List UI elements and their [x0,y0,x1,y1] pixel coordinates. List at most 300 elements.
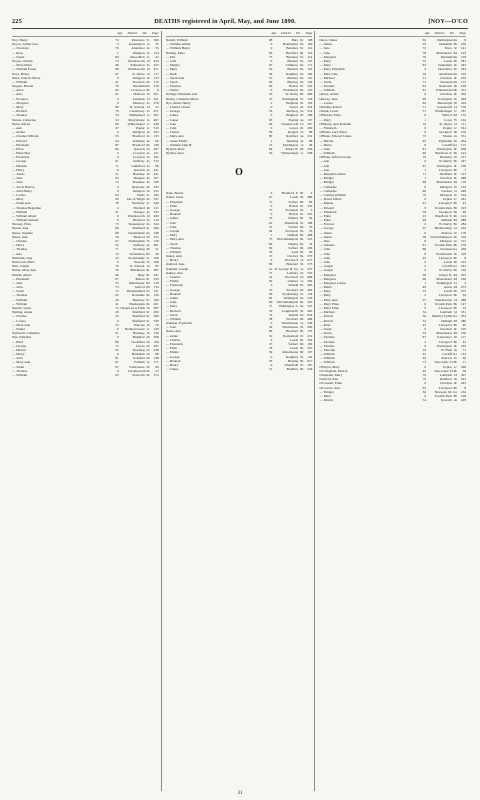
entry-district: Plymouth [438,138,453,143]
entry-name: — Ann [319,167,330,172]
entry-age: 0 [116,368,119,373]
entry-district: Canterbury [129,109,145,114]
entry-name: — James [165,216,179,221]
entry-volume: 2c [146,255,150,260]
entry-name: Nunns, Ann [12,226,29,231]
entry-volume: 4a [300,134,304,139]
entry-name: Oatley, Arthur [319,92,339,97]
entry-name: — Bridget [319,389,334,394]
entry-page: 307 [460,373,467,377]
page-number: 225 [12,17,22,25]
entry-age: 67 [115,239,119,243]
entry-age: 20 [115,297,119,302]
entry-district: St. George H. Sq. [274,266,299,271]
entry-volume: 1c [300,151,304,156]
entry-age: 50 [422,314,427,319]
entry-district: Eastbourne [129,364,145,369]
entry-age: 63 [115,176,119,181]
entry-page: 193 [460,205,467,210]
entry-age: 55 [422,58,427,63]
entry-district: Leeds [443,259,453,264]
entry-name: — John [319,146,330,151]
entry-age: 47 [268,96,273,101]
entry-page: 441 [153,172,159,176]
entry-page: 425 [460,381,467,386]
entry-volume: 1a [300,266,304,271]
entry-page: 378 [153,100,159,105]
entry-district: Stockport [438,130,453,135]
entry-volume: 6b [299,241,304,246]
entry-name: — Ann [12,92,22,97]
entry-volume: 9c [453,63,458,68]
entry-age: 0 [270,283,273,288]
entry-age: 35 [115,280,119,285]
entry-district: Westbourne [282,325,299,330]
entry-name: — John [12,285,23,290]
entry-age: 32 [115,243,119,248]
entry-district: Ipswich [133,167,145,172]
entry-district: Stourbridge [282,291,299,296]
entry-district: Toxteth Park [434,205,453,210]
entry-district: Newcastle T. [434,360,453,365]
entry-volume: 8b [299,92,304,97]
entry-volume: 6a [300,270,304,275]
entry-volume: 8e [300,58,304,63]
entry-volume: 6a [300,304,304,309]
entry-page: 576 [460,105,467,109]
entry-district: Lewes [289,125,299,130]
entry-age: 49 [115,63,119,68]
entry-volume: 8d [453,50,458,55]
heading-district: District [434,31,445,35]
entry-age: 41 [115,301,119,306]
entry-volume: 4a [453,398,458,403]
entry-district: Swansea [440,247,453,252]
entry-age: 61 [422,201,427,206]
entry-age: 0 [270,354,273,359]
entry-district: Newcastle T. [434,368,453,373]
entry-volume: 11a [452,247,458,252]
entry-page: 142 [460,151,467,156]
entry-volume: 8e [146,301,150,306]
entry-age: 46 [422,356,427,361]
entry-name: — Mary [12,197,24,202]
entry-page: 331 [460,310,467,315]
entry-age: 60 [422,276,427,281]
entry-district: Bradford [132,142,145,147]
entry-name: — Elizabeth [12,142,30,147]
entry-name: — William [319,352,335,357]
entry-page: 187 [460,109,467,114]
entry-page: 266 [153,226,159,231]
entry-name: — William [319,360,335,365]
entry-age: 81 [268,295,273,300]
entry-age: 68 [422,247,427,252]
entry-name: — Dennis [319,201,334,206]
heading-page: Page [305,31,313,35]
entry-name: Nutbrown, Eliza [12,259,35,264]
entry-volume: 2b [146,347,150,352]
entry-volume: 4a [146,146,150,151]
entry-age: 81 [115,356,119,361]
entry-volume: 9c [300,46,304,51]
entry-name: — James [319,230,332,235]
entry-volume: 8d [453,113,458,118]
entry-volume: 2b [146,356,150,361]
entry-age: 0 [270,42,273,47]
entry-name: — Peter [319,322,331,327]
entry-page: 316 [153,84,159,89]
entry-age: 66 [422,188,427,193]
entry-name: Oakes, Jabez [165,195,184,200]
entry-volume: 9c [146,310,150,315]
entry-volume: 3a [146,218,150,223]
entry-name: — Susan [319,331,332,336]
entry-name: O'Brien, Edward James [319,134,352,139]
entry-volume: 1a [453,280,458,285]
entry-name: Nutting, Annie [12,310,33,315]
entry-volume: 3a [146,63,150,68]
entry-page: 317 [460,155,467,160]
entry-name: — Benjamin James [319,172,346,176]
entry-volume: 1d [146,213,150,218]
entry-age: 47 [115,125,119,130]
entry-age: 40 [422,368,427,373]
entry-volume: 1a [146,42,150,47]
entry-volume: 9b [299,195,304,200]
entry-district: Chorley [287,254,299,259]
entry-district: Ipswich [441,398,453,403]
entry-name: — Joseph [319,264,333,269]
entry-age: 43 [115,255,119,260]
entry-volume: 1b [453,356,458,361]
entry-district: Lambeth [439,310,453,315]
entry-name: — Bridget [319,180,334,185]
entry-volume: 1b [453,230,458,235]
entry-page: 178 [460,230,467,235]
entry-district: Chapel en le Frith [120,306,145,310]
entry-age: 73 [115,222,119,227]
entry-page: 617 [307,358,313,363]
entry-age: 59 [268,325,273,330]
entry-district: Lewes [289,105,299,109]
entry-page: 463 [307,283,313,288]
entry-page: 507 [153,176,159,181]
entry-page: 22 [155,105,159,109]
entry-age: 25 [422,226,427,231]
entry-volume: 6b [299,88,304,93]
entry-page: 164 [460,192,467,197]
entry-page: 253 [153,63,159,68]
entry-district: Newbury [132,201,145,206]
entry-name: Noyce, Arthur Geo. [12,42,39,47]
entry-page: 7 [464,167,467,172]
entry-district: Leighton B. [282,308,299,313]
entry-age: 72 [422,46,427,51]
entry-age: 59 [268,350,273,355]
entry-age: 79 [268,358,273,363]
entry-name: — Ellen [165,346,178,351]
entry-name: — Mary Ann [12,322,31,327]
entry-page: 323 [307,237,313,242]
entry-name: — John [319,259,330,264]
entry-page: 322 [307,84,313,89]
entry-age: 0 [116,130,119,135]
entry-name: — John [319,50,330,55]
entry-volume: 8b [453,393,458,398]
entry-name: — William Samuel [12,218,39,223]
entry-name: — William [319,151,335,156]
entry-page: 162 [153,155,159,160]
entry-page: 89 [155,352,159,357]
entry-volume: 8b [453,159,458,164]
entry-page: 40 [155,251,159,256]
entry-district: Toxteth Park [434,301,453,306]
entry-page: 363 [460,67,467,72]
entry-volume: 8e [300,42,304,47]
entry-volume: 2c [146,201,150,206]
entry-district: Wells [137,192,145,197]
entry-district: Whitehaven [435,88,453,93]
entry-name: — Thomas [319,84,335,89]
entry-age: 69 [115,67,119,72]
entry-name: — Sarah Ann [12,201,31,206]
entry-page: 147 [307,58,313,63]
entry-district: Stockport [285,228,299,233]
entry-name: — Sarah Ann [165,75,185,80]
entry-volume: 8c [453,146,458,151]
entry-name: — George [12,343,27,348]
entry-age: 84 [115,54,119,59]
entry-page: 470 [460,42,467,47]
entry-district: Manchester [436,276,453,281]
entry-district: Stratford [286,287,299,292]
entry-age: 45 [422,322,427,327]
entry-page: 153 [307,329,313,334]
register-columns [12,31,468,791]
entry-age: 1 [424,117,427,122]
entry-name: — Emma [165,279,179,284]
entry-name: — Mary [319,63,331,68]
entry-volume: 4b [146,184,150,189]
entry-district: Edmonton [130,63,145,68]
entry-district: Oldham [441,218,453,223]
entry-volume: 1d [146,105,150,109]
entry-volume: 1c [453,197,458,202]
entry-name: Oakham, Joseph [165,266,189,271]
entry-page: 32 [155,54,159,59]
entry-age: 13 [115,251,119,256]
entry-page: 56 [462,368,467,373]
entry-name: — Mary Ann [165,134,184,139]
entry-age: 2 [424,67,427,72]
entry-district: Croydon [132,155,145,160]
entry-age: 72 [268,367,273,372]
entry-name: — Patrick [319,314,334,319]
entry-age: 73 [268,270,273,275]
entry-volume: 8a [453,84,458,89]
entry-age: 66 [268,291,273,296]
entry-district: Cardiff [442,264,453,269]
entry-age: 27 [268,342,273,346]
entry-name: Oake, Bessie [165,191,184,196]
entry-page: 8 [464,255,467,260]
entry-district: Liverpool [131,88,145,93]
entry-name: Oakley, Ann [165,270,183,275]
entry-district: St. Olave [439,121,453,126]
entry-page: 339 [153,318,159,323]
entry-page: 500 [460,364,467,369]
entry-age: 72 [115,343,119,348]
entry-page: 160 [307,71,313,76]
entry-name: — James [165,367,179,372]
entry-page: 134 [460,184,467,189]
entry-district: Salford [442,113,453,118]
entry-name: — Thomas [319,339,335,344]
entry-volume: 1b [146,130,150,135]
entry-age: 80 [268,241,273,246]
entry-page: 547 [307,304,313,309]
entry-district: Shoreditch [129,54,145,59]
entry-age: 61 [115,331,119,336]
entry-volume: 8e [300,63,304,68]
entry-page: 419 [460,100,467,105]
entry-volume: 1b [146,331,150,336]
entry-page: 241 [153,272,159,277]
entry-age: 86 [115,105,119,109]
entry-age: 34 [422,310,427,315]
entry-district: Shifnal [288,312,299,317]
entry-volume: 2a [146,151,150,156]
entry-name: — Sarah [165,79,178,84]
entry-name: — Harry [12,243,25,248]
entry-age: 54 [422,347,427,352]
entry-name: — Mary Ann [165,237,184,242]
entry-volume: 1b [453,184,458,189]
entry-volume: 4a [146,167,150,172]
entry-volume: 9a [453,335,458,340]
entry-volume: 8b [453,306,458,310]
entry-age: 74 [268,312,273,317]
entry-page: 458 [460,247,467,252]
entry-district: Warrington [436,163,453,168]
entry-page: 284 [460,222,467,227]
heading-page: Page [152,31,159,35]
entry-name: — Thomas [165,245,181,250]
entry-volume: 1d [146,67,150,72]
entry-age: 0 [270,46,273,51]
entry-age: 36 [422,389,427,394]
entry-page: 290 [153,310,159,315]
entry-volume: 9c [300,362,304,367]
entry-page: 165 [460,343,467,348]
entry-name: — Timothy [319,347,336,352]
entry-name: Nunney, Eliza [12,222,32,227]
entry-volume: 4a [146,138,150,143]
entry-name: — John [319,247,330,252]
entry-district: Poplar [135,125,145,130]
entry-volume: 8a [453,130,458,135]
entry-district: Manchester [436,331,453,336]
entry-district: Lewes [135,343,145,348]
sheet-mark: 31 [237,791,243,796]
entry-district: W. Derby [438,159,453,164]
entry-page: 114 [307,54,313,59]
entry-volume: 1a [146,360,150,365]
entry-page: 60 [462,209,467,214]
page-title: DEATHS registered in April, May, and June 1890. [154,17,297,25]
entry-volume: 8b [453,301,458,306]
entry-district: Cheltenham [128,230,145,235]
entry-page: 211 [153,205,159,210]
entry-age: 61 [422,243,427,248]
entry-name: — Annie [165,333,179,338]
entry-age: 0 [424,230,427,235]
entry-age: 0 [116,75,119,80]
entry-name: — Thomas [12,247,28,252]
entry-volume: 8b [453,243,458,248]
entry-name: — Jane [319,239,330,243]
entry-volume: 1d [453,105,458,109]
entry-volume: 2a [146,109,150,114]
entry-age: 66 [422,151,427,156]
entry-district: Lambeth [132,96,145,101]
entry-age: 0 [270,125,273,130]
entry-district: Pancras [441,230,453,235]
entry-age: 71 [422,105,427,109]
entry-volume: 6a [146,230,150,235]
entry-page: 168 [307,220,313,225]
entry-age: 0 [116,259,119,264]
entry-name: — Ethel May [12,151,31,156]
entry-district: Islington [439,192,453,197]
entry-page: 118 [153,280,159,285]
entry-volume: 7b [146,306,150,310]
entry-district: Wandsworth [127,213,145,218]
entry-page: 531 [460,88,467,93]
entry-district: W. Derby [438,222,453,227]
entry-age: 0 [424,381,427,386]
entry-name: — Thomas [319,335,335,340]
entry-age: 0 [270,258,273,263]
entry-age: 0 [424,364,427,369]
entry-name: — Thomas [12,113,28,118]
entry-age: 0 [270,58,273,63]
entry-district: Sudbury [133,159,145,164]
entry-volume: 8e [300,75,304,80]
entry-name: — William [165,316,181,321]
entry-volume: 10b [452,360,458,365]
entry-age: 78 [422,50,427,55]
entry-age: 70 [422,54,427,59]
entry-page: 276 [460,243,467,248]
entry-page: 153 [153,75,159,80]
entry-volume: 5c [146,38,150,42]
entry-name: O'Bryen, Mary [319,364,340,369]
entry-name: — Ada [12,251,22,256]
entry-volume: 2a [146,155,150,160]
entry-district: Islington [132,50,145,55]
entry-page: 299 [153,314,159,319]
entry-page: 198 [460,393,467,398]
entry-age: 19 [422,155,427,160]
entry-age: 0 [424,393,427,398]
entry-age: 1 [270,233,273,238]
entry-page: 281 [307,279,313,284]
entry-volume: 4a [146,243,150,248]
entry-name: — Fell [165,54,176,59]
entry-volume: 1d [453,310,458,315]
